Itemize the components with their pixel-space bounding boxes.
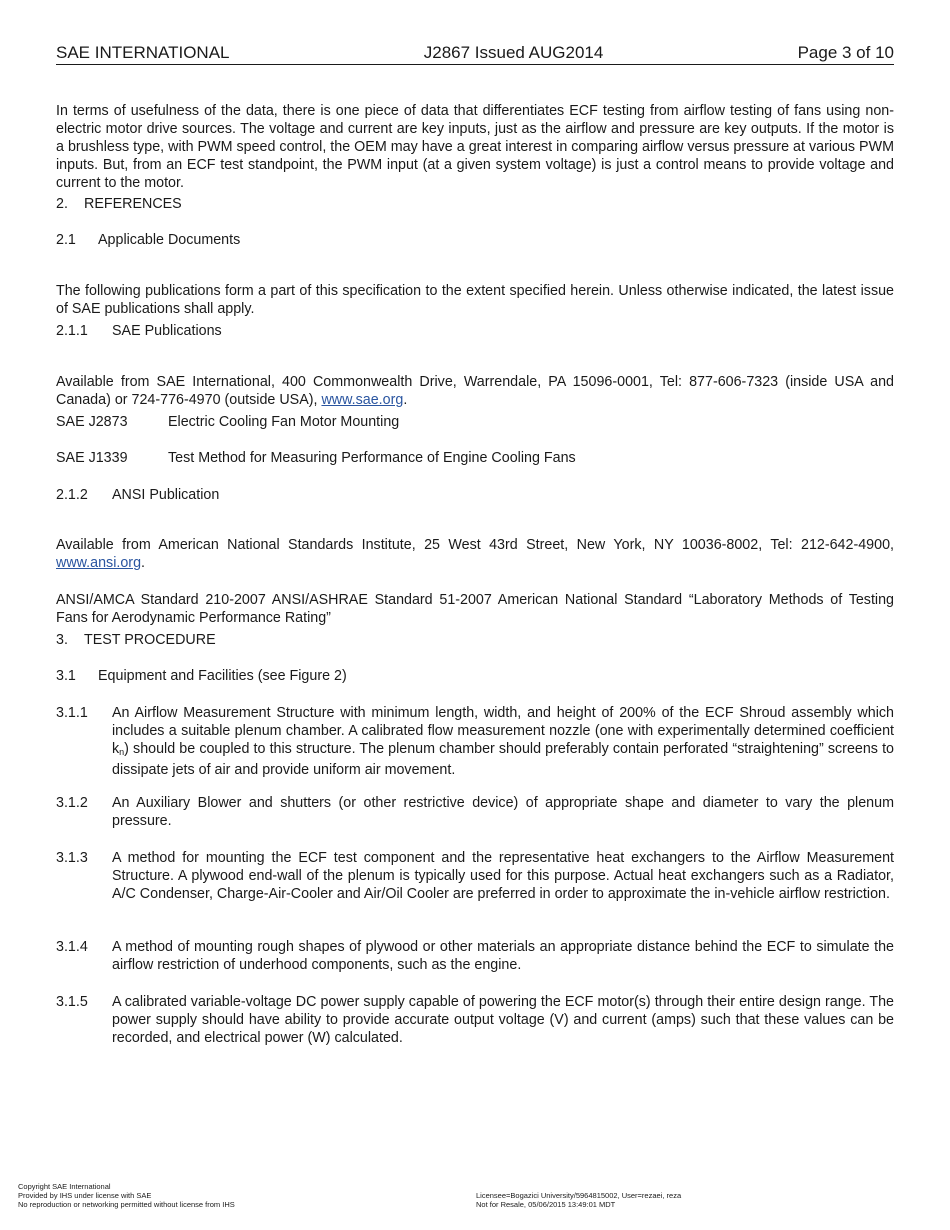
item-number: 3.1.3 [56, 850, 88, 866]
reference-code: SAE J2873 [56, 414, 128, 430]
item-3-1-1 [56, 704, 894, 779]
reference-j1339 [56, 449, 576, 467]
section-title: REFERENCES [84, 196, 182, 212]
section-title: ANSI Publication [112, 487, 220, 503]
section-2-1-2-text [56, 536, 894, 572]
item-text: A method of mounting rough shapes of plywood or other materials an appropriate distance behind the ECF to simulate the airflow restriction of underhood components, such as the engine. [112, 939, 894, 973]
subscript-n: n [119, 747, 125, 757]
ansi-website-link[interactable]: www.ansi.org [56, 555, 142, 572]
section-3-heading [56, 631, 216, 649]
section-3-1-heading [56, 667, 347, 685]
item-3-1-3 [56, 849, 894, 903]
section-number: 2. [56, 196, 68, 212]
item-number: 3.1.1 [56, 705, 88, 721]
section-2-1-1-text [56, 373, 894, 409]
header-org: SAE INTERNATIONAL [56, 43, 230, 62]
item-text: A calibrated variable-voltage DC power supply capable of powering the ECF motor(s) through their entire design range. The power supply should have ability to provide accurate output voltage (V) and current (amps) such that these values can be recorded, and electrical power (W) calculated. [112, 994, 894, 1046]
header-doc-id: J2867 Issued AUG2014 [423, 43, 604, 62]
section-title: SAE Publications [112, 323, 222, 339]
section-number: 2.1.1 [56, 323, 88, 339]
item-text-part: An Airflow Measurement Structure with minimum length, width, and height of 200% of the ECF Shroud assembly which includes a suitable plenum chamber. A calibrated flow measurement nozzle (one with experimentally determined coefficient k [112, 705, 894, 757]
sae-website-link[interactable]: www.sae.org [321, 392, 404, 409]
section-number: 3. [56, 632, 68, 648]
intro-paragraph: In terms of usefulness of the data, there is one piece of data that differentiates ECF testing from airflow testing of fans using non-electric motor drive sources. The voltage and current are key inputs, just as the airflow and pressure are key outputs. If the motor is a brushless type, with PWM speed control, the OEM may have a great interest in comparing airflow versus pressure at various PWM inputs. But, from an ECF test standpoint, the PWM input (at a given system voltage) is just a control means to provide voltage and current to the motor. [56, 103, 894, 192]
section-title: TEST PROCEDURE [84, 632, 216, 648]
section-2-1-1-heading [56, 322, 222, 340]
item-text: A method for mounting the ECF test component and the representative heat exchangers to the Airflow Measurement Structure. A plywood end-wall of the plenum is typically used for this purpose. Actual heat exchangers such as a Radiator, A/C Condenser, Charge-Air-Cooler and Air/Oil Cooler are preferred in order to approximate the in-vehicle airflow restriction. [112, 850, 894, 902]
header-page-number: Page 3 of 10 [797, 43, 894, 62]
footer-license-right [476, 1191, 681, 1209]
section-title: Equipment and Facilities (see Figure 2) [98, 668, 347, 684]
footer-provider: Provided by IHS under license with SAE [18, 1191, 152, 1200]
ansi-standard-reference: ANSI/AMCA Standard 210-2007 ANSI/ASHRAE Standard 51-2007 American National Standard “Laboratory Methods of Testing Fans for Aerodynamic Performance Rating” [56, 592, 894, 627]
item-text-part: ) should be coupled to this structure. The plenum chamber should preferably contain perforated “straightening” screens to dissipate jets of air and provide uniform air movement. [112, 741, 894, 778]
footer-no-reproduction: No reproduction or networking permitted without license from IHS [18, 1200, 235, 1209]
footer-licensee: Licensee=Bogazici University/5964815002, User=rezaei, reza [476, 1191, 682, 1200]
section-2-1-2-heading [56, 486, 219, 504]
section-number: 3.1 [56, 668, 76, 684]
section-2-1-text: The following publications form a part of this specification to the extent specified herein. Unless otherwise indicated, the latest issue of SAE publications shall apply. [56, 283, 894, 318]
sentence-end: . [403, 392, 408, 409]
section-title: Applicable Documents [98, 232, 241, 248]
item-number: 3.1.2 [56, 795, 88, 811]
page-header-area [56, 42, 894, 65]
sae-availability-text: Available from SAE International, 400 Commonwealth Drive, Warrendale, PA 15096-0001, Tel: 877-606-7323 (inside USA and Canada) or 724-776-4970 (outside USA), [56, 374, 894, 409]
item-3-1-4 [56, 938, 894, 974]
reference-code: SAE J1339 [56, 450, 128, 466]
item-text: An Auxiliary Blower and shutters (or other restrictive device) of appropriate shape and diameter to vary the plenum pressure. [112, 795, 894, 829]
footer-license-left [18, 1182, 235, 1209]
sentence-end: . [141, 555, 146, 572]
section-2-1-heading [56, 231, 240, 249]
reference-title: Electric Cooling Fan Motor Mounting [168, 414, 400, 430]
reference-title: Test Method for Measuring Performance of Engine Cooling Fans [168, 450, 576, 466]
item-3-1-2 [56, 794, 894, 830]
section-number: 2.1.2 [56, 487, 88, 503]
footer-copyright: Copyright SAE International [18, 1182, 111, 1191]
footer-not-for-resale: Not for Resale, 05/06/2015 13:49:01 MDT [476, 1200, 616, 1209]
item-number: 3.1.4 [56, 939, 88, 955]
section-2-heading [56, 195, 182, 213]
item-text [112, 704, 894, 779]
section-number: 2.1 [56, 232, 76, 248]
item-number: 3.1.5 [56, 994, 88, 1010]
page-header [56, 42, 894, 65]
ansi-availability-text: Available from American National Standards Institute, 25 West 43rd Street, New York, NY 10036-8002, Tel: 212-642-4900, [56, 537, 894, 554]
reference-j2873 [56, 413, 399, 431]
item-3-1-5 [56, 993, 894, 1047]
